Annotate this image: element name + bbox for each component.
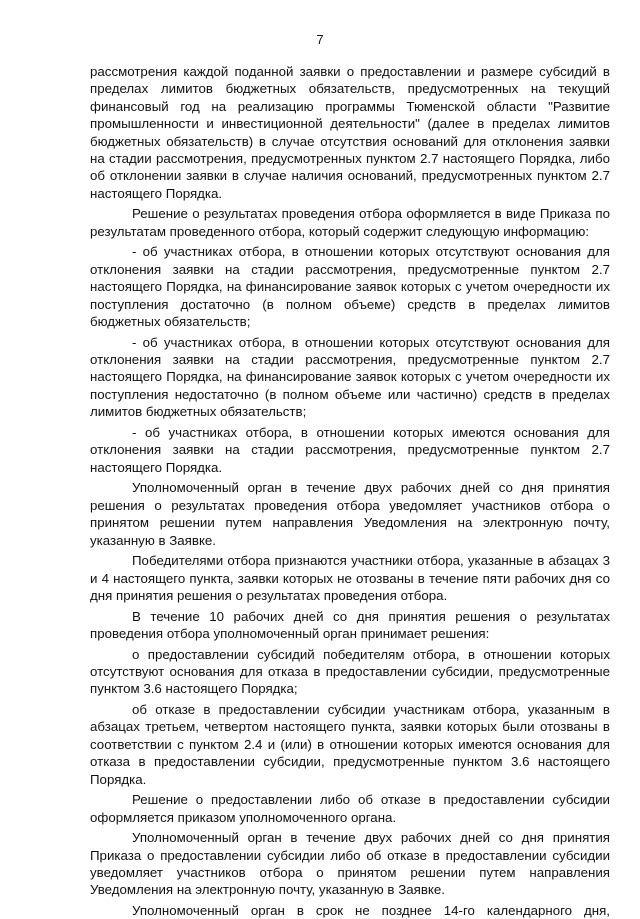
paragraph: Уполномоченный орган в течение двух рабочих дней со дня принятия решения о результатах проведения отбора уведомляет участников отбора о принятом решении путем направления Уведомления на электронную почту, указанную в Заявке. [90,480,610,548]
paragraph: В течение 10 рабочих дней со дня принятия решения о результатах проведения отбора уполномоченный орган принимает решения: [90,608,610,641]
paragraph: рассмотрения каждой поданной заявки о предоставлении и размере субсидий в пределах лимитов бюджетных обязательств, предусмотренных на текущий финансовый год на реализацию программы Тюменской области "Развитие промышленности и инвестиционной деятельности" (далее в пределах лимитов бюджетных обязательств) в случае отсутствия оснований для отклонения заявки на стадии рассмотрения, предусмотренных пунктом 2.7 настоящего Порядка, либо об отклонении заявки в случае наличия оснований, предусмотренных пунктом 2.7 настоящего Порядка. [90,64,610,201]
page-number: 7 [316,32,324,47]
paragraph: Победителями отбора признаются участники отбора, указанные в абзацах 3 и 4 настоящего пункта, заявки которых не отозваны в течение пяти рабочих дня со дня принятия решения о результатах проведения отбора. [90,553,610,603]
paragraph: Решение о результатах проведения отбора оформляется в виде Приказа по результатам проведенного отбора, который содержит следующую информацию: [90,206,610,239]
paragraph: - об участниках отбора, в отношении которых отсутствуют основания для отклонения заявки на стадии рассмотрения, предусмотренные пунктом 2.7 настоящего Порядка, на финансирование заявок которых с учетом очередности их поступления недостаточно (в полном объеме или частично) средств в пределах лимитов бюджетных обязательств; [90,334,610,420]
paragraph: Уполномоченный орган в срок не позднее 14-го календарного дня, [132,902,610,918]
paragraph: о предоставлении субсидий победителям отбора, в отношении которых отсутствуют основания для отказа в предоставлении субсидии, предусмотренные пунктом 3.6 настоящего Порядка; [90,646,610,697]
paragraph: Уполномоченный орган в течение двух рабочих дней со дня принятия Приказа о предоставлении субсидии либо об отказе в предоставлении субсидии уведомляет участников отбора о принятом решении путем направления Уведомления на электронную почту, указанную в Заявке. [90,830,610,898]
paragraph: Решение о предоставлении либо об отказе в предоставлении субсидии оформляется приказом уполномоченного органа. [90,792,610,825]
paragraph: - об участниках отбора, в отношении которых отсутствуют основания для отклонения заявки на стадии рассмотрения, предусмотренные пунктом 2.7 настоящего Порядка, на финансирование заявок которых с учетом очередности их поступления достаточно (в полном объеме) средств в пределах лимитов бюджетных обязательств; [90,244,610,330]
paragraph: - об участниках отбора, в отношении которых имеются основания для отклонения заявки на стадии рассмотрения, предусмотренные пунктом 2.7 настоящего Порядка. [90,424,610,475]
document-body [90,63,610,919]
paragraph: об отказе в предоставлении субсидии участникам отбора, указанным в абзацах третьем, четвертом настоящего пункта, заявки которых были отозваны в соответствии с пунктом 2.4 и (или) в отношении которых имеются основания для отказа в предоставлении субсидии, предусмотренные пунктом 3.6 настоящего Порядка. [90,701,610,787]
